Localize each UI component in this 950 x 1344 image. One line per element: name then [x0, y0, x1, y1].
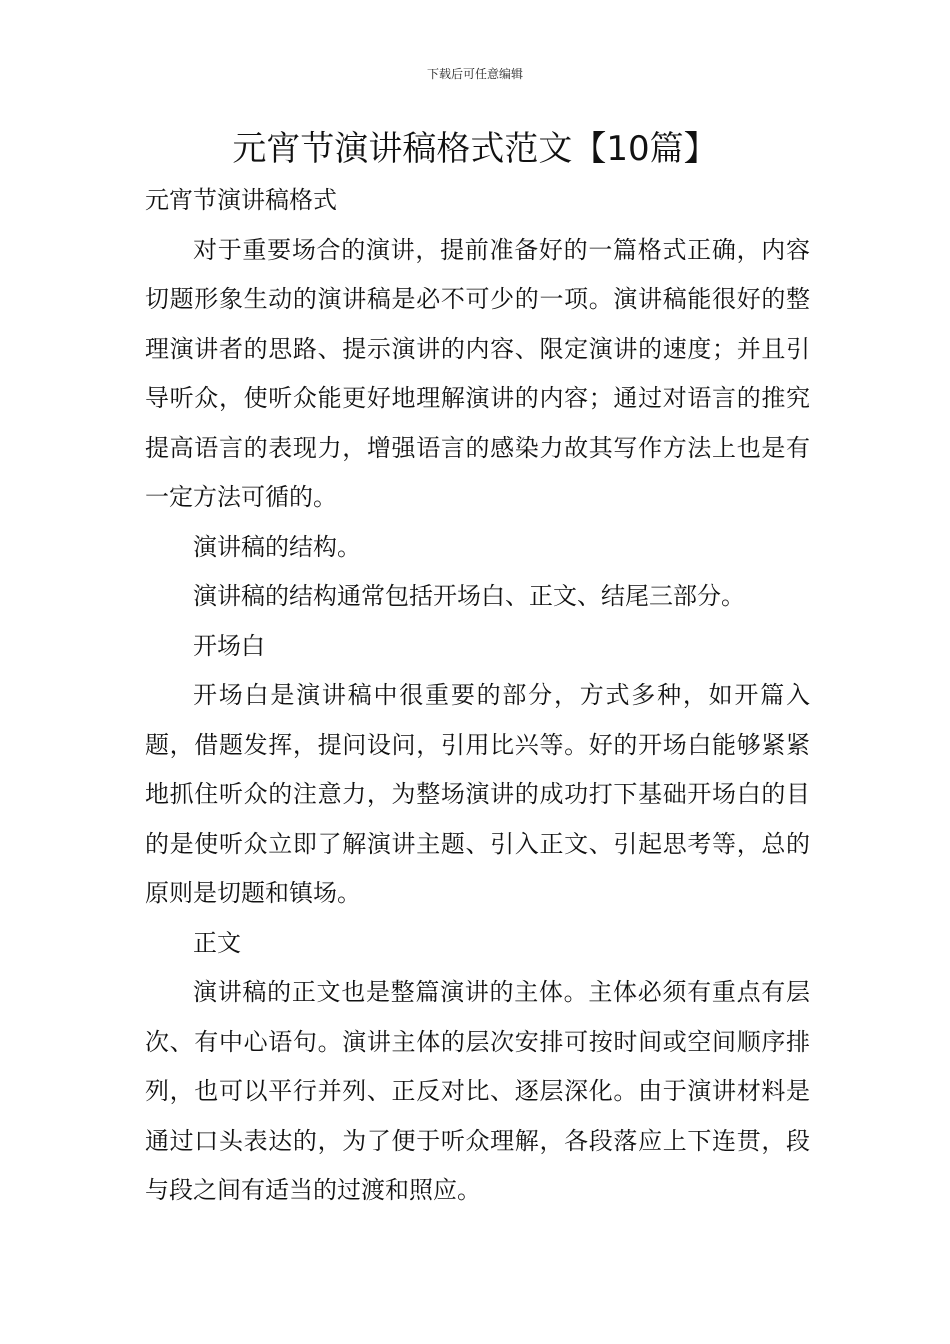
paragraph: 开场白 [193, 631, 265, 660]
paragraph: 正文 [193, 928, 241, 957]
paragraph: 演讲稿的正文也是整篇演讲的主体。主体必须有重点有层次、有中心语句。演讲主体的层次安排可按时间或空间顺序排列，也可以平行并列、正反对比、逐层深化。由于演讲材料是通过口头表达的，为了便于听众理解，各段落应上下连贯，段与段之间有适当的过渡和照应。 [145, 978, 810, 1204]
paragraph: 对于重要场合的演讲，提前准备好的一篇格式正确，内容切题形象生动的演讲稿是必不可少的一项。演讲稿能很好的整理演讲者的思路、提示演讲的内容、限定演讲的速度；并且引导听众，使听众能更好地理解演讲的内容；通过对语言的推究提高语言的表现力，增强语言的感染力故其写作方法上也是有一定方法可循的。 [145, 235, 810, 511]
document-title: 元宵节演讲稿格式范文【10篇】 [232, 129, 718, 169]
header-note: 下载后可任意编辑 [426, 67, 523, 81]
document-body [145, 176, 810, 1216]
paragraph: 演讲稿的结构通常包括开场白、正文、结尾三部分。 [193, 582, 745, 610]
paragraph: 元宵节演讲稿格式 [145, 186, 337, 214]
paragraph: 开场白是演讲稿中很重要的部分，方式多种，如开篇入题，借题发挥，提问设问，引用比兴等。好的开场白能够紧紧地抓住听众的注意力，为整场演讲的成功打下基础开场白的目的是使听众立即了解演讲主题、引入正文、引起思考等，总的原则是切题和镇场。 [145, 681, 810, 907]
paragraph: 演讲稿的结构。 [193, 532, 361, 561]
